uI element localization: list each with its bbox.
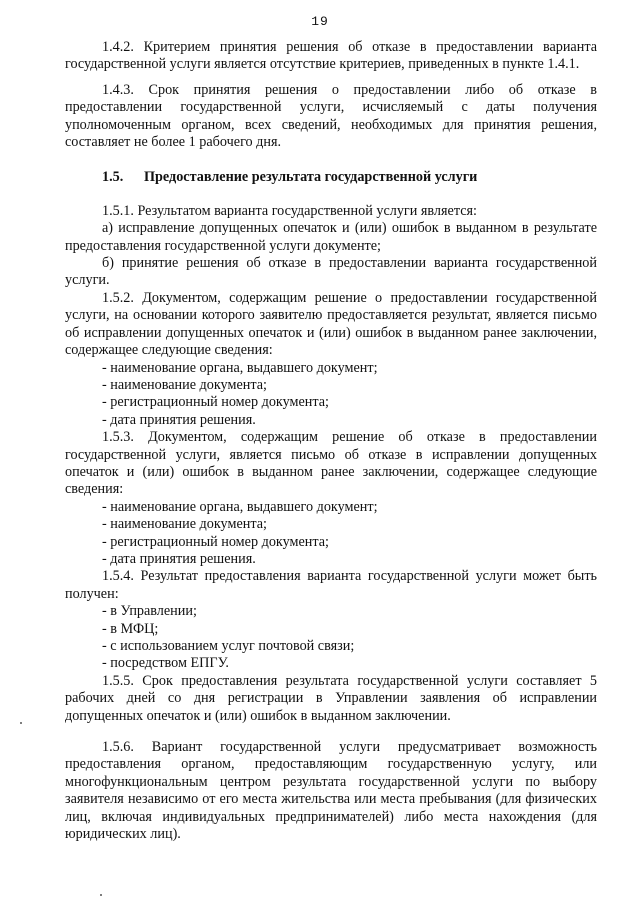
paragraph-1-5-1-item-b: б) принятие решения об отказе в предоставлении варианта государственной услуги.	[65, 255, 597, 289]
list-item: - с использованием услуг почтовой связи;	[102, 638, 355, 654]
page-number: 19	[311, 14, 329, 29]
list-1-5-3	[65, 499, 597, 569]
section-heading-1-5	[65, 169, 597, 186]
paragraph-1-5-2: 1.5.2. Документом, содержащим решение о предоставлении государственной услуги, на основании которого заявителю предоставляется результат, является письмо об исправлении допущенных опечаток и (или) ошибок в выданном ранее заключении, содержащее следующие сведения:	[65, 289, 597, 359]
section-number: 1.5.	[102, 169, 124, 186]
list-item: - регистрационный номер документа;	[102, 533, 329, 550]
list-item: - в МФЦ;	[102, 620, 159, 637]
paragraph-1-5-3: 1.5.3. Документом, содержащим решение об отказе в предоставлении государственной услуги, является письмо об отказе в исправлении допущенных опечаток и (или) ошибок в выданном ранее заключении, содержащее следующие сведения:	[65, 429, 597, 498]
list-item: - дата принятия решения.	[102, 411, 256, 428]
section-title: Предоставление результата государственной услуги	[144, 169, 478, 186]
list-1-5-2	[65, 360, 597, 430]
list-item: - наименование органа, выдавшего документ;	[102, 359, 378, 376]
list-item: - в Управлении;	[102, 603, 197, 620]
paragraph-1-4-2: 1.4.2. Критерием принятия решения об отказе в предоставлении варианта государственной услуги является отсутствие критериев, приведенных в пункте 1.4.1.	[65, 39, 597, 73]
list-item: - посредством ЕПГУ.	[102, 655, 229, 672]
scan-speck	[100, 894, 102, 896]
paragraph-1-5-1-item-a: а) исправление допущенных опечаток и (или) ошибок в выданном в результате предоставления государственной услуги документе;	[65, 220, 597, 254]
list-item: - дата принятия решения.	[102, 550, 256, 567]
paragraph-1-5-6: 1.5.6. Вариант государственной услуги предусматривает возможность предоставления органом, предоставляющим государственную услугу, или многофункциональным центром результата государственной услуги по выбору заявителя независимо от его места жительства или места пребывания (для физических лиц, включая индивидуальных предпринимателей) либо места нахождения (для юридических лиц).	[65, 739, 597, 843]
scan-speck	[20, 722, 22, 724]
list-item: - наименование органа, выдавшего документ;	[102, 498, 378, 515]
list-1-5-4	[65, 603, 597, 673]
paragraph-1-4-3: 1.4.3. Срок принятия решения о предоставлении либо об отказе в предоставлении государственной услуги, исчисляемый с даты получения уполномоченным органом, всех сведений, необходимых для принятия решения, составляет не более 1 рабочего дня.	[65, 81, 597, 151]
paragraph-1-5-4: 1.5.4. Результат предоставления варианта государственной услуги может быть получен:	[65, 568, 597, 602]
list-item: - наименование документа;	[102, 516, 267, 533]
document-body	[65, 39, 597, 843]
list-item: - регистрационный номер документа;	[102, 394, 329, 411]
paragraph-1-5-5: 1.5.5. Срок предоставления результата государственной услуги составляет 5 рабочих дней со дня регистрации в Управлении заявления об исправлении допущенных опечаток и (или) ошибок в выданном заключении.	[65, 672, 597, 724]
paragraph-1-5-1-intro: 1.5.1. Результатом варианта государственной услуги является:	[102, 202, 477, 219]
list-item: - наименование документа;	[102, 376, 267, 393]
